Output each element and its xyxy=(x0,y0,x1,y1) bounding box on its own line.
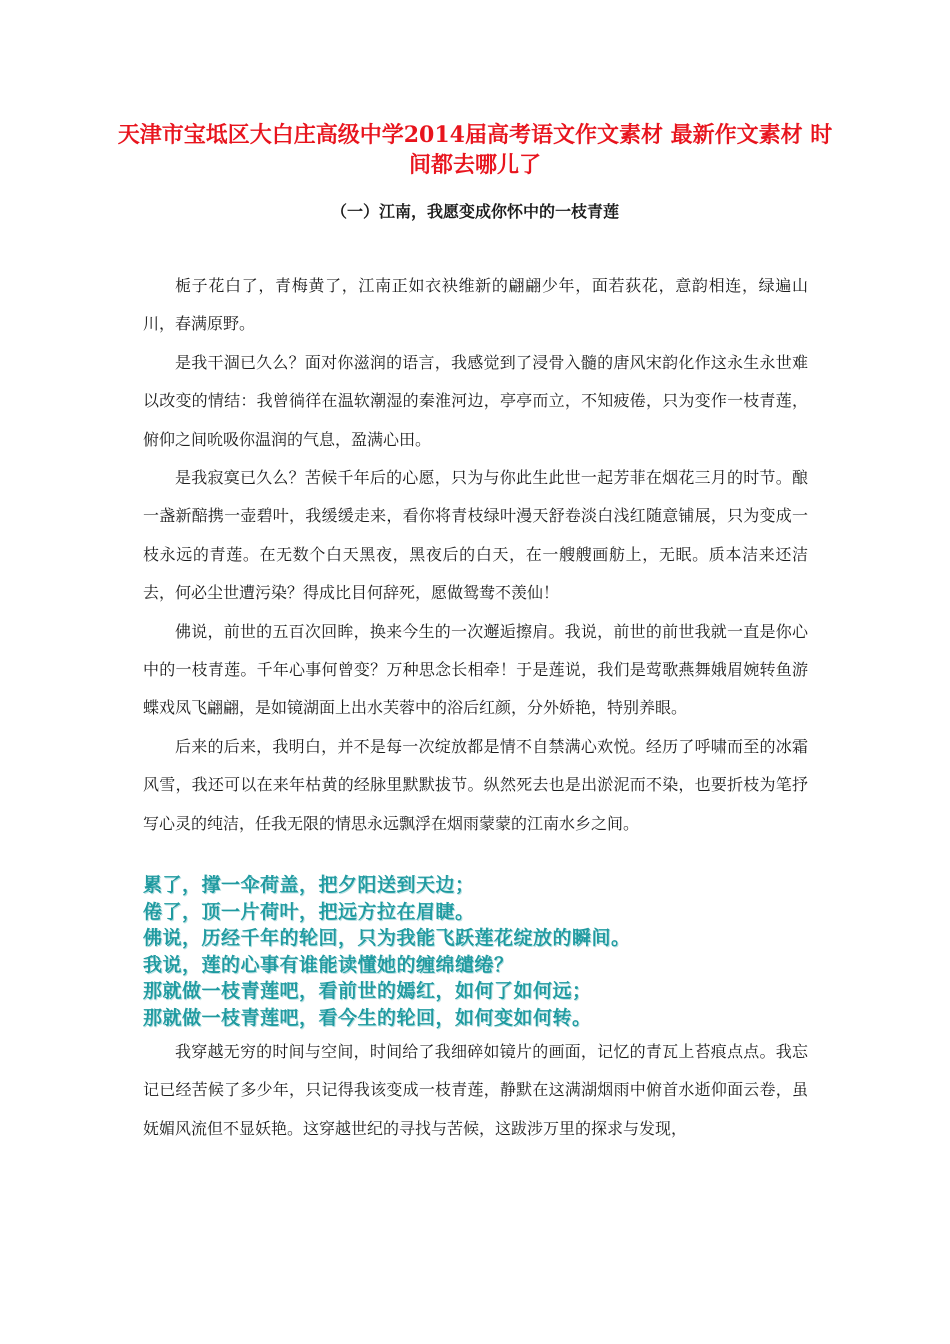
body-paragraphs xyxy=(143,267,808,843)
closing-section xyxy=(143,1033,808,1148)
document-title: 天津市宝坻区大白庄高级中学2014届高考语文作文素材 最新作文素材 时间都去哪儿了 xyxy=(117,122,833,178)
paragraph: 佛说，前世的五百次回眸，换来今生的一次邂逅擦肩。我说，前世的前世我就一直是你心中的一枝青莲。千年心事何曾变？万种思念长相牵！于是莲说，我们是莺歌燕舞娥眉婉转鱼游蝶戏凤飞翩翩，是如镜湖面上出水芙蓉中的浴后红颜，分外娇艳，特别养眼。 xyxy=(143,621,808,718)
paragraph: 是我干涸已久么？面对你滋润的语言，我感觉到了浸骨入髓的唐风宋韵化作这永生永世难以改变的情结：我曾徜徉在温软潮湿的秦淮河边，亭亭而立，不知疲倦，只为变作一枝青莲，俯仰之间吮吸你温润的气息，盈满心田。 xyxy=(143,352,808,449)
poem-line: 倦了，顶一片荷叶，把远方拉在眉睫。 xyxy=(143,900,475,923)
paragraph: 我穿越无穷的时间与空间，时间给了我细碎如镜片的画面，记忆的青瓦上苔痕点点。我忘记已经苦候了多少年，只记得我该变成一枝青莲，静默在这满湖烟雨中俯首水逝仰面云卷，虽妩媚风流但不显妖艳。这穿越世纪的寻找与苦候，这跋涉万里的探求与发现， xyxy=(143,1042,808,1138)
poem-image-text xyxy=(143,872,843,1031)
poem-line: 那就做一枝青莲吧，看前世的嫣红，如何了如何远； xyxy=(143,980,592,1002)
paragraph: 栀子花白了，青梅黄了，江南正如衣袂维新的翩翩少年，面若荻花，意韵相连，绿遍山川，春满原野。 xyxy=(143,276,808,334)
paragraph: 是我寂寞已久么？苦候千年后的心愿，只为与你此生此世一起芳菲在烟花三月的时节。酿一盏新醅携一壶碧叶，我缓缓走来，看你将青枝绿叶漫天舒卷淡白浅红随意铺展，只为变成一枝永远的青莲。在无数个白天黑夜，黑夜后的白天，在一艘艘画舫上，无眠。质本洁来还洁去，何必尘世遭污染？得成比目何辞死，愿做鸳鸯不羡仙！ xyxy=(143,468,808,603)
section-subtitle: （一）江南，我愿变成你怀中的一枝青莲 xyxy=(330,202,619,221)
paragraph: 后来的后来，我明白，并不是每一次绽放都是情不自禁满心欢悦。经历了呼啸而至的冰霜风雪，我还可以在来年枯黄的经脉里默默拔节。纵然死去也是出淤泥而不染，也要折枝为笔抒写心灵的纯洁，任我无限的情思永远飘浮在烟雨蒙蒙的江南水乡之间。 xyxy=(143,736,808,833)
poem-line: 我说，莲的心事有谁能读懂她的缠绵缱绻？ xyxy=(143,953,514,976)
poem-line: 佛说，历经千年的轮回，只为我能飞跃莲花绽放的瞬间。 xyxy=(143,927,631,949)
poem-line: 累了，撑一伞荷盖，把夕阳送到天边； xyxy=(143,874,475,896)
poem-line: 那就做一枝青莲吧，看今生的轮回，如何变如何转。 xyxy=(143,1006,592,1029)
